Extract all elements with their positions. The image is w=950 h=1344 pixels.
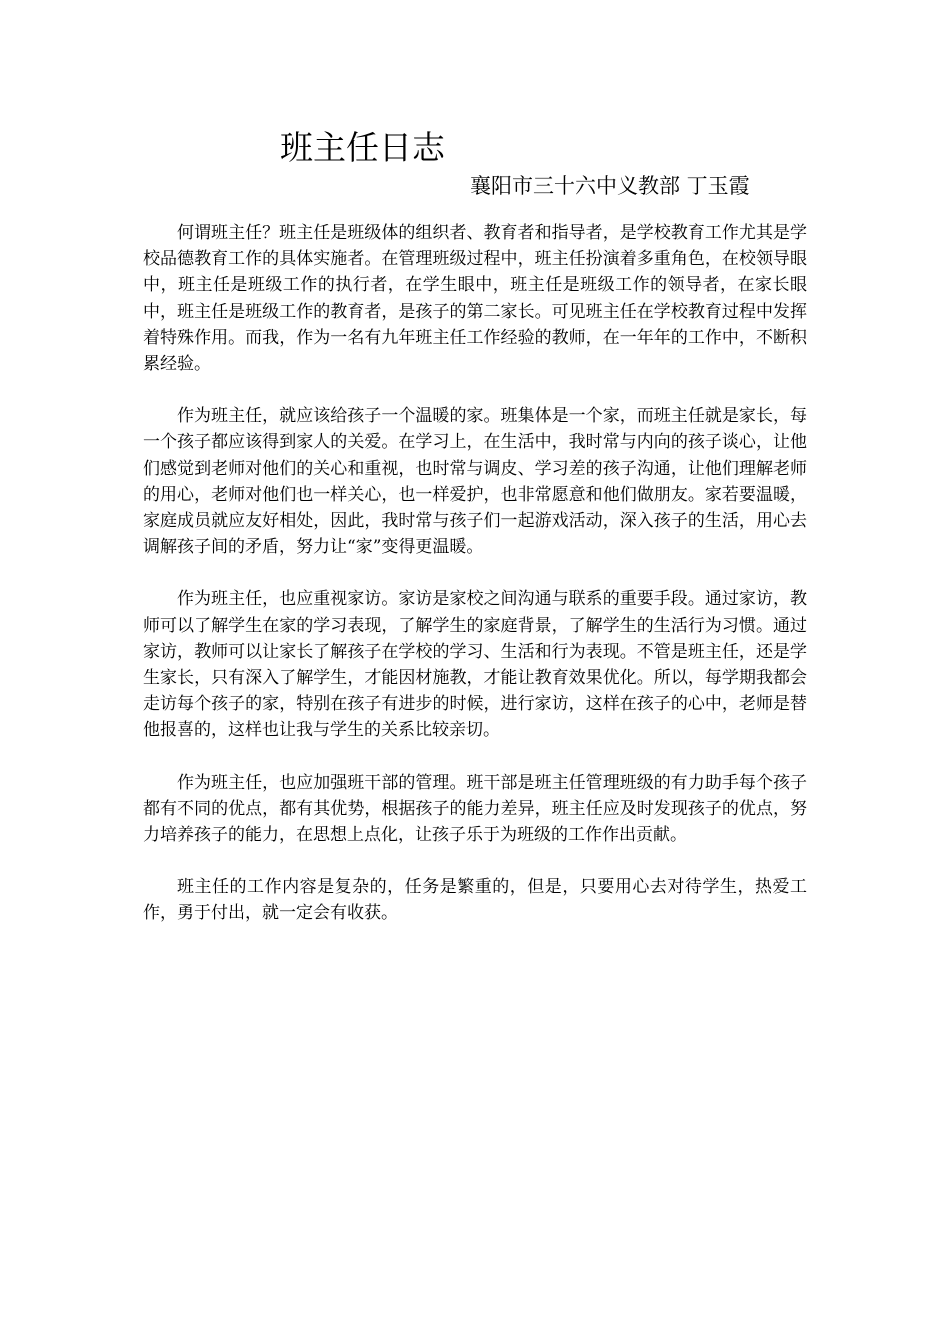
document-author: 襄阳市三十六中义教部 丁玉霞: [470, 174, 750, 198]
paragraph-3: 作为班主任，也应重视家访。家访是家校之间沟通与联系的重要手段。通过家访，教师可以了解学生在家的学习表现，了解学生的家庭背景，了解学生的生活行为习惯。通过家访，教师可以让家长了解孩子在学校的学习、生活和行为表现。不管是班主任，还是学生家长，只有深入了解学生，才能因材施教，才能让教育效果优化。所以，每学期我都会走访每个孩子的家，特别在孩子有进步的时候，进行家访，这样在孩子的心中，老师是替他报喜的，这样也让我与学生的关系比较亲切。: [143, 589, 807, 741]
paragraph-2: 作为班主任，就应该给孩子一个温暖的家。班集体是一个家，而班主任就是家长，每一个孩子都应该得到家人的关爱。在学习上，在生活中，我时常与内向的孩子谈心，让他们感觉到老师对他们的关心和重视，也时常与调皮、学习差的孩子沟通，让他们理解老师的用心，老师对他们也一样关心，也一样爱护，也非常愿意和他们做朋友。家若要温暖，家庭成员就应友好相处，因此，我时常与孩子们一起游戏活动，深入孩子的生活，用心去调解孩子间的矛盾，努力让“家”变得更温暖。: [143, 406, 807, 558]
paragraph-4: 作为班主任，也应加强班干部的管理。班干部是班主任管理班级的有力助手每个孩子都有不同的优点，都有其优势，根据孩子的能力差异，班主任应及时发现孩子的优点，努力培养孩子的能力，在思想上点化，让孩子乐于为班级的工作作出贡献。: [143, 772, 807, 846]
paragraph-5: 班主任的工作内容是复杂的，任务是繁重的，但是，只要用心去对待学生，热爱工作，勇于付出，就一定会有收获。: [143, 877, 807, 924]
paragraph-1: 何谓班主任？班主任是班级体的组织者、教育者和指导者，是学校教育工作尤其是学校品德教育工作的具体实施者。在管理班级过程中，班主任扮演着多重角色，在校领导眼中，班主任是班级工作的执行者，在学生眼中，班主任是班级工作的领导者，在家长眼中，班主任是班级工作的教育者，是孩子的第二家长。可见班主任在学校教育过程中发挥着特殊作用。而我，作为一名有九年班主任工作经验的教师，在一年年的工作中，不断积累经验。: [143, 223, 807, 375]
document-body: [143, 220, 807, 953]
document-title: 班主任日志: [280, 128, 445, 167]
